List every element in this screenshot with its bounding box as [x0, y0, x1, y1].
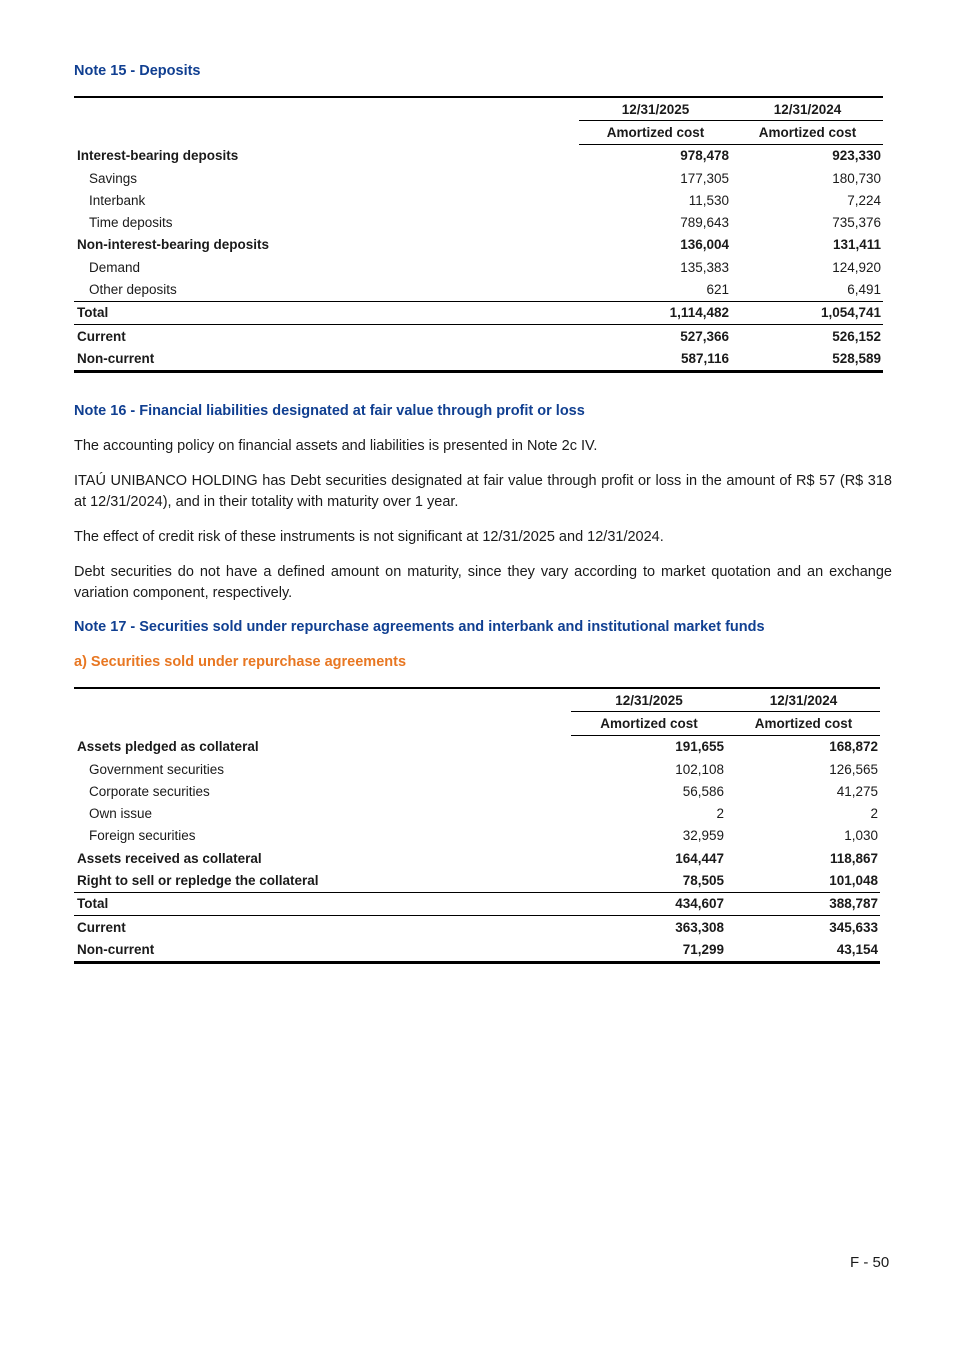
row-label: Foreign securities — [89, 828, 196, 844]
value-2024: 2 — [870, 806, 878, 822]
row-label: Assets received as collateral — [77, 850, 262, 866]
column-header-2024: 12/31/2024 — [731, 97, 883, 121]
row-label: Government securities — [89, 761, 225, 777]
row-label: Own issue — [89, 806, 153, 822]
value-2024: 1,054,741 — [731, 301, 883, 324]
page-number: F - 50 — [850, 1254, 890, 1271]
value-2025: 527,366 — [680, 328, 729, 344]
table-row — [74, 915, 880, 938]
value-2025: 621 — [706, 282, 729, 298]
column-header-2025: 12/31/2025 — [579, 97, 731, 121]
value-2024: 735,376 — [832, 215, 881, 231]
value-2025: 978,478 — [680, 148, 729, 164]
row-label: Non-current — [74, 938, 571, 962]
deposits-table — [74, 96, 883, 373]
value-2024: 126,565 — [829, 761, 878, 777]
row-label: Time deposits — [89, 215, 173, 231]
value-2025: 71,299 — [571, 938, 726, 962]
value-2025: 135,383 — [680, 259, 729, 275]
repurchase-agreements-table — [74, 687, 880, 964]
value-2025: 789,643 — [680, 215, 729, 231]
column-measure-2025: Amortized cost — [579, 121, 731, 144]
table-row — [74, 167, 883, 189]
table-row — [74, 189, 883, 211]
table-row — [74, 735, 880, 758]
value-2024: 180,730 — [832, 170, 881, 186]
value-2025: 11,530 — [688, 192, 729, 208]
table-row — [74, 825, 880, 847]
value-2025: 434,607 — [571, 892, 726, 915]
row-label: Savings — [89, 170, 138, 186]
value-2024: 6,491 — [847, 282, 881, 298]
table-row — [74, 256, 883, 278]
value-2024: 131,411 — [832, 237, 881, 253]
table-row — [74, 869, 880, 892]
table-row — [74, 278, 883, 301]
column-measure-2025: Amortized cost — [571, 712, 726, 735]
value-2024: 345,633 — [829, 919, 878, 935]
note-17-subtitle: a) Securities sold under repurchase agreements — [74, 654, 407, 670]
table-row — [74, 234, 883, 256]
table-row — [74, 802, 880, 824]
row-label: Total — [74, 892, 571, 915]
value-2025: 2 — [716, 806, 724, 822]
row-label: Demand — [89, 259, 141, 275]
value-2025: 56,586 — [682, 783, 724, 799]
value-2025: 78,505 — [682, 873, 724, 889]
table-header-measure — [74, 121, 883, 144]
value-2025: 191,655 — [675, 739, 724, 755]
table-row — [74, 347, 883, 371]
row-label: Non-interest-bearing deposits — [77, 237, 270, 253]
value-2024: 923,330 — [832, 148, 881, 164]
value-2025: 1,114,482 — [579, 301, 731, 324]
table-row-total — [74, 892, 880, 915]
note-16-title: Note 16 - Financial liabilities designated at fair value through profit or loss — [74, 403, 585, 419]
paragraph: ITAÚ UNIBANCO HOLDING has Debt securities designated at fair value through profit or loss in the amount of R$ 57 (R$ 318 at 12/31/2024), and in their totality with maturity over 1 year. — [74, 473, 892, 510]
table-row-total — [74, 301, 883, 324]
note-15-title: Note 15 - Deposits — [74, 63, 201, 79]
value-2025: 102,108 — [675, 761, 724, 777]
column-header-2024: 12/31/2024 — [726, 688, 880, 712]
value-2024: 124,920 — [832, 259, 881, 275]
row-label: Other deposits — [89, 282, 177, 298]
value-2024: 1,030 — [844, 828, 878, 844]
value-2024: 526,152 — [832, 328, 881, 344]
column-measure-2024: Amortized cost — [726, 712, 880, 735]
row-label: Corporate securities — [89, 783, 210, 799]
value-2025: 177,305 — [680, 170, 729, 186]
value-2024: 101,048 — [829, 873, 878, 889]
table-row — [74, 211, 883, 233]
value-2024: 41,275 — [836, 783, 878, 799]
table-row — [74, 758, 880, 780]
value-2025: 587,116 — [579, 347, 731, 371]
value-2025: 164,447 — [675, 850, 724, 866]
table-header-dates — [74, 97, 883, 121]
table-header-dates — [74, 688, 880, 712]
table-row — [74, 144, 883, 167]
value-2025: 32,959 — [682, 828, 724, 844]
table-row — [74, 847, 880, 869]
column-header-2025: 12/31/2025 — [571, 688, 726, 712]
table-row — [74, 780, 880, 802]
row-label: Interbank — [89, 192, 146, 208]
paragraph: The accounting policy on financial assets and liabilities is presented in Note 2c IV. — [74, 438, 598, 454]
value-2024: 7,224 — [847, 192, 881, 208]
column-measure-2024: Amortized cost — [731, 121, 883, 144]
value-2024: 43,154 — [726, 938, 880, 962]
row-label: Assets pledged as collateral — [77, 738, 259, 754]
row-label: Current — [77, 328, 126, 344]
note-17-title: Note 17 - Securities sold under repurchase agreements and interbank and institutional market funds — [74, 619, 765, 635]
value-2024: 528,589 — [731, 347, 883, 371]
row-label: Current — [77, 919, 126, 935]
value-2024: 168,872 — [829, 739, 878, 755]
row-label: Total — [74, 301, 579, 324]
value-2024: 118,867 — [829, 850, 878, 866]
value-2024: 388,787 — [726, 892, 880, 915]
value-2025: 363,308 — [675, 919, 724, 935]
row-label: Non-current — [74, 347, 579, 371]
paragraph: Debt securities do not have a defined amount on maturity, since they vary according to market quotation and an exchange variation component, respectively. — [74, 564, 892, 601]
value-2025: 136,004 — [680, 237, 729, 253]
paragraph: The effect of credit risk of these instruments is not significant at 12/31/2025 and 12/31/2024. — [74, 529, 664, 545]
table-row — [74, 938, 880, 962]
table-header-measure — [74, 712, 880, 735]
row-label: Right to sell or repledge the collateral — [77, 873, 319, 889]
row-label: Interest-bearing deposits — [77, 147, 239, 163]
table-row — [74, 324, 883, 347]
